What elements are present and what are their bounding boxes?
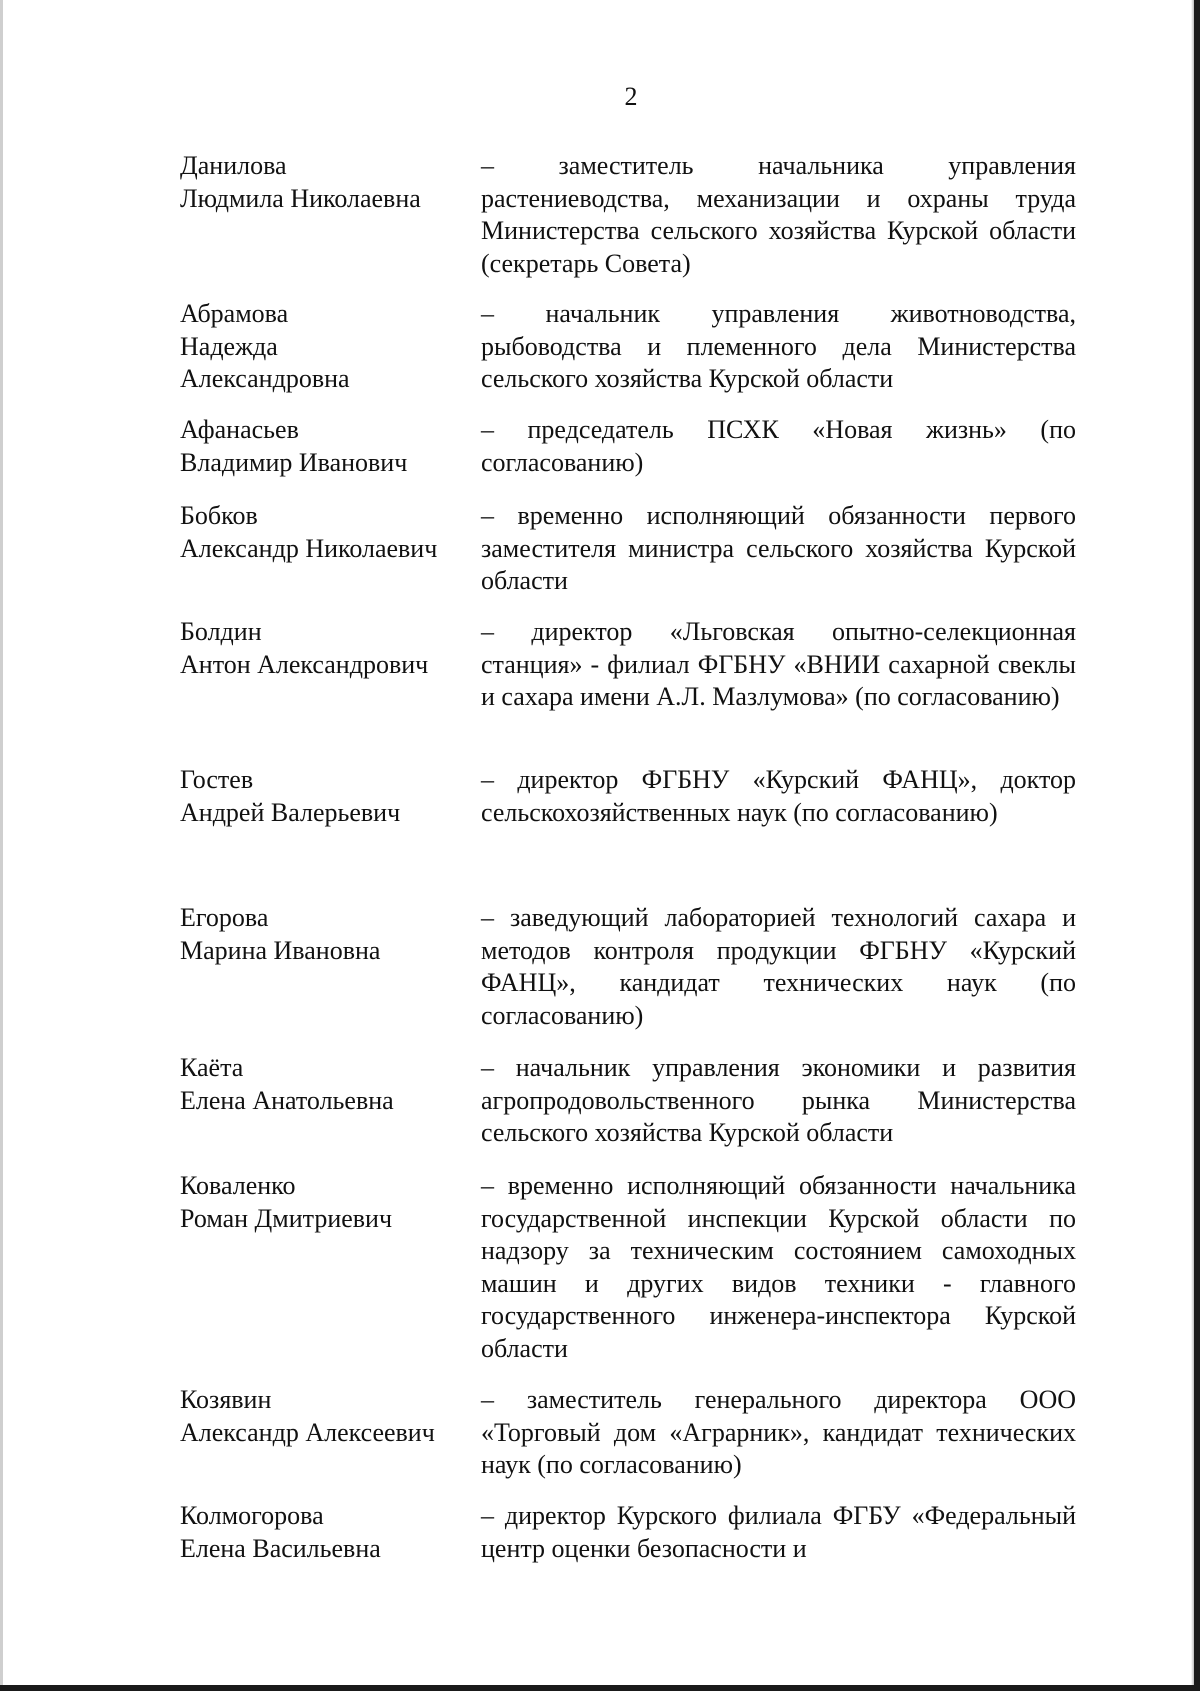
- member-position: – директор Курского филиала ФГБУ «Федеральный центр оценки безопасности и: [481, 1501, 1076, 1563]
- member-name: [180, 298, 470, 396]
- member-name: [180, 150, 470, 215]
- member-position: – начальник управления животноводства, рыбоводства и племенного дела Министерства сельского хозяйства Курской области: [481, 299, 1076, 393]
- member-surname: Каёта: [180, 1053, 244, 1082]
- member-position: – заведующий лабораторией технологий сахара и методов контроля продукции ФГБНУ «Курский ФАНЦ», кандидат технических наук (по согласованию): [481, 903, 1076, 1030]
- scan-edge-right: [1194, 0, 1200, 1691]
- member-surname: Афанасьев: [180, 415, 299, 444]
- member-given-names: Владимир Иванович: [180, 447, 408, 477]
- member-name: [180, 764, 470, 829]
- member-entry: [180, 150, 1076, 280]
- member-given-names: Елена Анатольевна: [180, 1085, 394, 1115]
- member-surname: Коваленко: [180, 1171, 296, 1200]
- member-entry: [180, 764, 1076, 829]
- member-surname: Абрамова: [180, 299, 289, 328]
- member-name: [180, 1384, 470, 1449]
- member-given-names: Роман Дмитриевич: [180, 1203, 393, 1233]
- member-position: – директор ФГБНУ «Курский ФАНЦ», доктор сельскохозяйственных наук (по согласованию): [481, 765, 1076, 827]
- member-entry: [180, 1384, 1076, 1482]
- member-entry: [180, 1052, 1076, 1150]
- member-position: – временно исполняющий обязанности начальника государственной инспекции Курской области по надзору за техническим состоянием самоходных машин и других видов техники - главного государственного инженера-инспектора Курской области: [481, 1171, 1076, 1363]
- scan-edge-bottom: [0, 1685, 1200, 1691]
- member-given-names: Надежда: [180, 331, 278, 361]
- member-patronymic: Александровна: [180, 364, 350, 393]
- member-given-names: Андрей Валерьевич: [180, 797, 401, 827]
- member-name: [180, 1500, 470, 1565]
- member-entry: [180, 414, 1076, 479]
- member-entry: [180, 616, 1076, 714]
- member-position: – временно исполняющий обязанности первого заместителя министра сельского хозяйства Курской области: [481, 501, 1076, 595]
- member-given-names: Александр Алексеевич: [180, 1417, 435, 1447]
- member-name: [180, 902, 470, 967]
- member-surname: Болдин: [180, 617, 262, 646]
- member-position: – заместитель генерального директора ООО «Торговый дом «Аграрник», кандидат технических наук (по согласованию): [481, 1385, 1076, 1479]
- member-name: [180, 414, 470, 479]
- member-surname: Гостев: [180, 765, 254, 794]
- scan-edge-left: [0, 0, 3, 1691]
- member-position: – директор «Льговская опытно-селекционная станция» - филиал ФГБНУ «ВНИИ сахарной свеклы и сахара имени А.Л. Мазлумова» (по согласованию): [481, 617, 1076, 711]
- member-name: [180, 616, 470, 681]
- member-name: [180, 1052, 470, 1117]
- member-position: – начальник управления экономики и развития агропродовольственного рынка Министерства сельского хозяйства Курской области: [481, 1053, 1076, 1147]
- member-name: [180, 1170, 470, 1235]
- member-entry: [180, 902, 1076, 1032]
- member-position: – председатель ПСХК «Новая жизнь» (по согласованию): [481, 415, 1076, 477]
- member-entry: [180, 298, 1076, 396]
- member-given-names: Александр Николаевич: [180, 533, 438, 563]
- member-entry: [180, 1170, 1076, 1365]
- member-surname: Бобков: [180, 501, 258, 530]
- member-surname: Колмогорова: [180, 1501, 324, 1530]
- member-given-names: Антон Александрович: [180, 649, 429, 679]
- member-entry: [180, 1500, 1076, 1565]
- member-position: – заместитель начальника управления растениеводства, механизации и охраны труда Министерства сельского хозяйства Курской области (секретарь Совета): [481, 151, 1076, 278]
- member-surname: Егорова: [180, 903, 269, 932]
- member-surname: Данилова: [180, 151, 287, 180]
- member-given-names: Елена Васильевна: [180, 1533, 381, 1563]
- member-given-names: Людмила Николаевна: [180, 183, 421, 213]
- member-surname: Козявин: [180, 1385, 272, 1414]
- member-given-names: Марина Ивановна: [180, 935, 381, 965]
- page-number: 2: [624, 82, 638, 111]
- member-entry: [180, 500, 1076, 598]
- member-name: [180, 500, 470, 565]
